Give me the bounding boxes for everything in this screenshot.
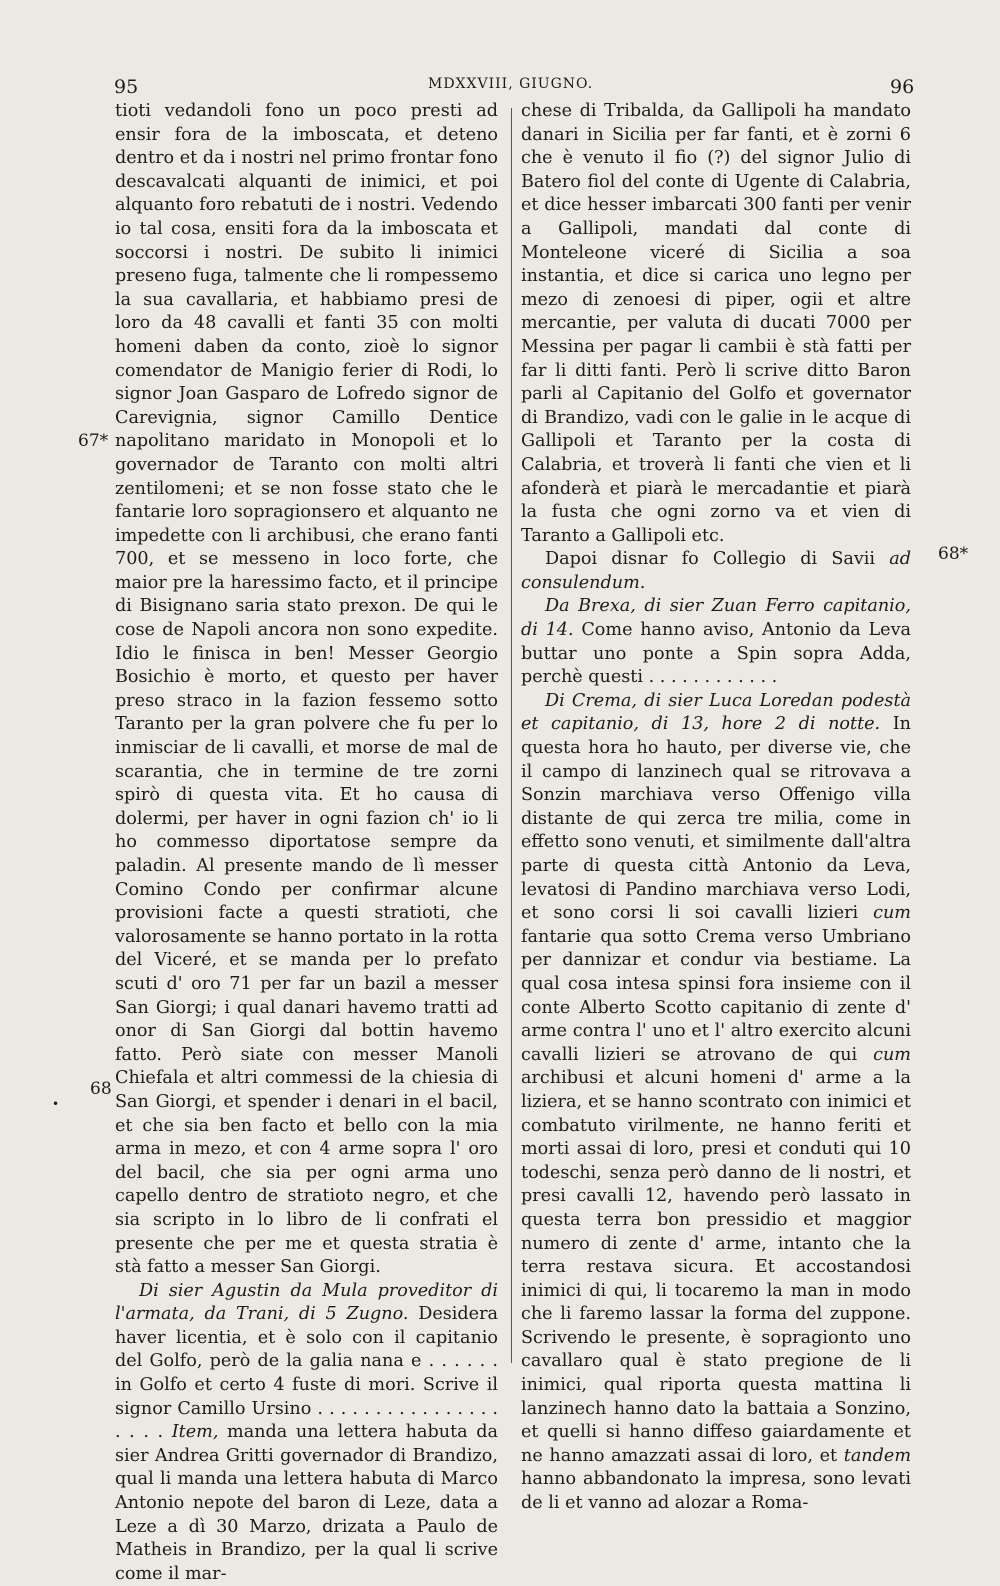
- right-p4-text-b: fantarie qua sotto Crema verso Umbriano per dannizar et condur via bestiame. La qual cosa intesa spinsi fora insieme con il conte Alberto Scotto capitanio di zente d' arme contra l' uno et l' altro exercito alcuni cavalli lizieri se atrovano de qui: [521, 926, 911, 1065]
- right-paragraph-4: [521, 690, 911, 1516]
- page-number-right: 96: [890, 76, 915, 98]
- right-paragraph-2: [521, 548, 911, 595]
- column-divider: [511, 108, 512, 1363]
- right-p4-text-a: In questa hora ho hauto, per diverse vie, che il campo di lanzinech qual se ritrovava a Sonzin marchiava verso Offenigo villa distante de qui zerca tre milia, come in effetto sono venuti, et similmente dall'altra parte di questa città Antonio da Leva, levatosi di Pandino marchiava verso Lodi, et sono corsi li soi cavalli lizieri: [521, 714, 911, 924]
- right-p4-heading: Di Crema, di sier Luca Loredan podestà et capitanio, di 13, hore 2 di notte.: [521, 690, 911, 735]
- right-p4-cum-1: cum: [873, 903, 911, 924]
- right-p2-text: Dapoi disnar fo Collegio di Savii: [545, 549, 890, 570]
- right-p3-text: Come hanno aviso, Antonio da Leva buttar uno ponte a Spin sopra Adda, perchè questi . . . . . . . . . . . .: [521, 620, 912, 688]
- right-p4-tandem: tandem: [843, 1445, 911, 1466]
- page-number-left: 95: [114, 76, 139, 98]
- running-head: MDXXVIII, GIUGNO.: [428, 76, 594, 92]
- left-paragraph-1: tioti vedandoli fono un poco presti ad ensir fora de la imboscata, et deteno dentro et da i nostri nel primo frontar fono descavalcati alquanti de inimici, et poi alquanto foro rebatuti de i nostri. Vedendo io tal cosa, ensiti fora da la imboscata et soccorsi i nostri. De subito li inimici preseno fuga, talmente che li rompessemo la sua cavallaria, et habbiamo presi de loro da 48 cavalli et fanti 35 con molti homeni daben da conto, zioè lo signor comendator de Manigio ferier di Rodi, lo signor Joan Gasparo de Lofredo signor de Carevignia, signor Camillo Dentice napolitano maridato in Monopoli et lo governador de Taranto con molti altri zentilomeni; et se non fosse stato che le fantarie loro sopragionsero et alquanto ne impedette con li archibusi, che erano fanti 700, et se messeno in loco forte, che maior pre la haressimo facto, et il principe di Bisignano saria stato prexon. De qui le cose de Napoli ancora non sono expedite. Idio le finisca in ben! Messer Georgio Bosichio è morto, et questo per haver preso straco in la fazion fessemo sotto Taranto per la gran polvere che fu per lo inmisciar de li cavalli, et morse de mal de scarantia, che in termine de tre zorni spirò di questa vita. Et ho causa di dolermi, per haver in ogni fazion ch' io li ho commesso diportatose sempre da paladin. Al presente mando de lì messer Comino Condo per confirmar alcune provisioni facte a questi stratioti, che valorosamente se hanno portato in la rotta del Viceré, et se manda per lo prefato scuti d' oro 71 per far un bazil a messer San Giorgi; i qual danari havemo tratti ad onor di San Giorgi dal bottin havemo fatto. Però siate con messer Manoli Chiefala et altri commessi de la chiesia di San Giorgi, et spender i denari in el bacil, et che sia ben facto et bello con la mia arma in mezo, et con 4 arme sopra l' oro del bacil, che sia per ogni arma uno capello dentro de stratioto negro, et che sia scripto in lo libro de li confrati el presente che per me et questa stratia è stà fatto a messer San Giorgi.: [115, 101, 498, 1278]
- right-p3-heading: Da Brexa, di sier Zuan Ferro capitanio, di 14.: [521, 596, 911, 641]
- margin-note-68-right: 68*: [938, 544, 969, 564]
- margin-bullet: •: [52, 1097, 60, 1111]
- margin-note-68-left: 68: [90, 1079, 112, 1099]
- margin-note-67: 67*: [78, 431, 109, 451]
- left-entry-heading: Di sier Agustin da Mula proveditor di l'armata, da Trani, di 5 Zugno.: [115, 1280, 498, 1325]
- right-p4-text-d: hanno abbandonato la impresa, sono levati de li et vanno ad alozar a Roma-: [521, 1469, 911, 1514]
- left-column: [115, 100, 498, 1586]
- right-p2-italic: ad consulendum.: [521, 549, 911, 593]
- left-paragraph-2: [115, 1280, 498, 1586]
- right-paragraph-1: chese di Tribalda, da Gallipoli ha mandato danari in Sicilia per far fanti, et è zorni 6 che è venuto il fio (?) del signor Julio di Batero fiol del conte di Ugente di Calabria, et dice hesser imbarcati 300 fanti per venir a Gallipoli, mandati dal conte di Monteleone viceré di Sicilia a soa instantia, et dice si carica uno legno per mezo di zenoesi di piper, ogii et altre mercantie, per valuta di ducati 7000 per Messina per pagar li cambii è stà fatti per far li ditti fanti. Però li scrive ditto Baron parli al Capitanio del Golfo et governator di Brandizo, vadi con le galie in le acque di Gallipoli et Taranto per la costa di Calabria, et troverà li fanti che vien et li afonderà et piarà le mercadantie et piarà la fusta che ogni zorno va et vien di Taranto a Gallipoli etc.: [521, 101, 911, 546]
- right-column: [521, 100, 911, 1516]
- right-paragraph-3: [521, 595, 911, 689]
- right-p4-cum-2: cum: [873, 1044, 911, 1065]
- right-p4-text-c: archibusi et alcuni homeni d' arme a la liziera, et se hanno scontrato con inimici et combatuto virilmente, ne hanno feriti et morti assai di loro, presi et conduti qui 10 todeschi, senza però danno de li nostri, et presi cavalli 12, havendo però lassato in questa terra bon pressidio et maggior numero di zente d' arme, intanto che la terra restava sicura. Et accostandosi inimici di qui, li tocaremo la man in modo che li faremo lassar la forma del zuppone. Scrivendo le presente, è sopragionto uno cavallaro qual è stato pregione de li inimici, qual riporta questa mattina li lanzinech hanno dato la battaia a Sonzino, et quelli si hanno diffeso gaiardamente et ne hanno amazzati assai di loro, et: [521, 1068, 911, 1466]
- left-entry-item: Item,: [171, 1422, 219, 1443]
- left-entry-text-2: manda una lettera habuta da sier Andrea Gritti governador di Brandizo, qual li manda una lettera habuta di Marco Antonio nepote del baron di Leze, data a Leze a dì 30 Marzo, drizata a Paulo de Matheis in Brandizo, per la qual li scrive come il mar-: [115, 1422, 498, 1584]
- left-entry-text-1: Desidera haver licentia, et è solo con il capitanio del Golfo, però de la galia nana e . . . . . . in Golfo et certo 4 fuste di mori. Scrive il signor Camillo Ursino . . . . . . . . . . . . . . . . . . . .: [115, 1304, 498, 1443]
